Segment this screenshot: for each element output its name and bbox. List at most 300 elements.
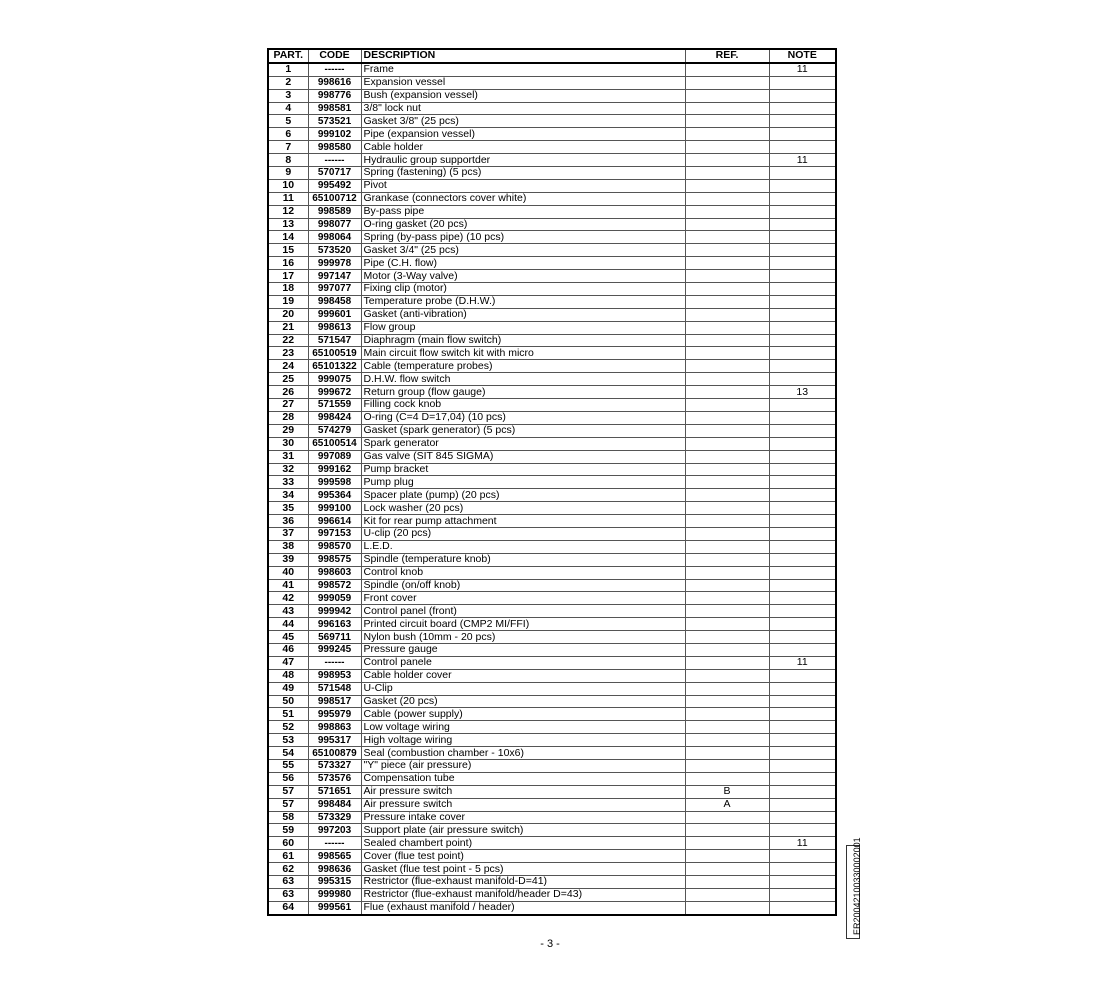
part-description: Pump bracket — [361, 463, 685, 476]
part-ref — [685, 463, 769, 476]
part-ref — [685, 747, 769, 760]
part-description: Pipe (C.H. flow) — [361, 257, 685, 270]
table-row — [268, 643, 836, 656]
part-note — [769, 747, 836, 760]
part-ref — [685, 643, 769, 656]
part-note — [769, 270, 836, 283]
part-code: 999601 — [308, 308, 361, 321]
part-ref — [685, 102, 769, 115]
table-row — [268, 141, 836, 154]
table-row — [268, 850, 836, 863]
part-description: Expansion vessel — [361, 76, 685, 89]
part-note — [769, 231, 836, 244]
table-row — [268, 631, 836, 644]
part-number: 9 — [268, 167, 308, 180]
part-note — [769, 618, 836, 631]
part-note — [769, 502, 836, 515]
part-ref — [685, 489, 769, 502]
part-description: D.H.W. flow switch — [361, 373, 685, 386]
part-description: Hydraulic group supportder — [361, 154, 685, 167]
part-ref — [685, 721, 769, 734]
table-row — [268, 579, 836, 592]
table-row — [268, 463, 836, 476]
part-ref — [685, 360, 769, 373]
part-code: 995315 — [308, 876, 361, 889]
part-ref — [685, 334, 769, 347]
part-number: 37 — [268, 527, 308, 540]
table-row — [268, 772, 836, 785]
part-ref — [685, 321, 769, 334]
table-row — [268, 824, 836, 837]
part-description: Spacer plate (pump) (20 pcs) — [361, 489, 685, 502]
parts-list-table — [267, 48, 837, 916]
part-note — [769, 772, 836, 785]
part-code: 999980 — [308, 888, 361, 901]
part-ref — [685, 540, 769, 553]
table-row — [268, 399, 836, 412]
table-row — [268, 283, 836, 296]
part-code: 570717 — [308, 167, 361, 180]
part-description: Temperature probe (D.H.W.) — [361, 295, 685, 308]
part-code: 569711 — [308, 631, 361, 644]
part-code: 999102 — [308, 128, 361, 141]
part-description: Gasket (flue test point - 5 pcs) — [361, 863, 685, 876]
part-description: Spring (by-pass pipe) (10 pcs) — [361, 231, 685, 244]
part-ref — [685, 373, 769, 386]
part-number: 16 — [268, 257, 308, 270]
part-code: 999561 — [308, 901, 361, 914]
part-description: Pump plug — [361, 476, 685, 489]
part-code: 998581 — [308, 102, 361, 115]
part-number: 38 — [268, 540, 308, 553]
part-number: 50 — [268, 695, 308, 708]
part-note — [769, 476, 836, 489]
part-description: Cable (power supply) — [361, 708, 685, 721]
part-note — [769, 527, 836, 540]
part-ref — [685, 502, 769, 515]
part-number: 17 — [268, 270, 308, 283]
part-ref — [685, 308, 769, 321]
part-number: 40 — [268, 566, 308, 579]
part-description: Frame — [361, 63, 685, 76]
part-code: 65101322 — [308, 360, 361, 373]
table-row — [268, 515, 836, 528]
part-number: 30 — [268, 437, 308, 450]
table-row — [268, 76, 836, 89]
table-row — [268, 334, 836, 347]
table-row — [268, 192, 836, 205]
table-row — [268, 798, 836, 811]
part-number: 34 — [268, 489, 308, 502]
part-number: 57 — [268, 785, 308, 798]
part-description: Flow group — [361, 321, 685, 334]
table-row — [268, 592, 836, 605]
document-code: ER20042100330002001 — [852, 837, 862, 935]
part-code: 998776 — [308, 89, 361, 102]
part-note — [769, 463, 836, 476]
part-ref — [685, 566, 769, 579]
header-code: CODE — [308, 49, 361, 63]
part-ref — [685, 656, 769, 669]
part-note — [769, 399, 836, 412]
part-code: 998863 — [308, 721, 361, 734]
part-note — [769, 579, 836, 592]
part-ref — [685, 605, 769, 618]
part-number: 3 — [268, 89, 308, 102]
part-code: 998613 — [308, 321, 361, 334]
part-number: 43 — [268, 605, 308, 618]
parts-table-body — [268, 63, 836, 915]
part-description: O-ring gasket (20 pcs) — [361, 218, 685, 231]
part-description: Gasket 3/8" (25 pcs) — [361, 115, 685, 128]
part-note — [769, 450, 836, 463]
part-ref — [685, 527, 769, 540]
part-note — [769, 721, 836, 734]
part-note — [769, 115, 836, 128]
part-number: 27 — [268, 399, 308, 412]
part-description: Pressure intake cover — [361, 811, 685, 824]
part-note — [769, 901, 836, 914]
part-description: Bush (expansion vessel) — [361, 89, 685, 102]
part-note — [769, 824, 836, 837]
part-code: 998603 — [308, 566, 361, 579]
part-code: 998570 — [308, 540, 361, 553]
table-row — [268, 360, 836, 373]
table-row — [268, 115, 836, 128]
part-code: 571548 — [308, 682, 361, 695]
table-row — [268, 450, 836, 463]
part-description: Spark generator — [361, 437, 685, 450]
part-number: 44 — [268, 618, 308, 631]
table-row — [268, 424, 836, 437]
part-number: 1 — [268, 63, 308, 76]
part-number: 63 — [268, 888, 308, 901]
part-note — [769, 708, 836, 721]
part-ref — [685, 682, 769, 695]
part-note — [769, 334, 836, 347]
part-number: 58 — [268, 811, 308, 824]
part-code: 995492 — [308, 179, 361, 192]
part-description: Seal (combustion chamber - 10x6) — [361, 747, 685, 760]
part-code: 998953 — [308, 669, 361, 682]
part-code: 573329 — [308, 811, 361, 824]
part-description: O-ring (C=4 D=17,04) (10 pcs) — [361, 411, 685, 424]
part-code: 997089 — [308, 450, 361, 463]
part-code: 997153 — [308, 527, 361, 540]
table-row — [268, 476, 836, 489]
part-number: 29 — [268, 424, 308, 437]
part-description: Front cover — [361, 592, 685, 605]
part-number: 20 — [268, 308, 308, 321]
part-description: Flue (exhaust manifold / header) — [361, 901, 685, 914]
part-number: 6 — [268, 128, 308, 141]
table-row — [268, 63, 836, 76]
part-description: Restrictor (flue-exhaust manifold/header D=43) — [361, 888, 685, 901]
part-ref — [685, 631, 769, 644]
part-ref — [685, 695, 769, 708]
part-number: 55 — [268, 759, 308, 772]
part-ref — [685, 424, 769, 437]
table-row — [268, 682, 836, 695]
table-row — [268, 308, 836, 321]
part-code: 65100514 — [308, 437, 361, 450]
part-ref — [685, 592, 769, 605]
part-ref — [685, 205, 769, 218]
part-description: Air pressure switch — [361, 798, 685, 811]
part-code: 999942 — [308, 605, 361, 618]
part-code: 998424 — [308, 411, 361, 424]
part-code: 998616 — [308, 76, 361, 89]
part-number: 47 — [268, 656, 308, 669]
part-ref — [685, 63, 769, 76]
part-note — [769, 295, 836, 308]
part-ref — [685, 553, 769, 566]
part-ref — [685, 863, 769, 876]
part-description: Spindle (on/off knob) — [361, 579, 685, 592]
part-code: 997203 — [308, 824, 361, 837]
part-code: 995317 — [308, 734, 361, 747]
table-row — [268, 618, 836, 631]
part-code: 998580 — [308, 141, 361, 154]
part-ref — [685, 179, 769, 192]
table-row — [268, 102, 836, 115]
table-row — [268, 721, 836, 734]
part-number: 24 — [268, 360, 308, 373]
part-ref — [685, 579, 769, 592]
part-number: 39 — [268, 553, 308, 566]
table-row — [268, 863, 836, 876]
part-description: Spindle (temperature knob) — [361, 553, 685, 566]
table-row — [268, 386, 836, 399]
table-row — [268, 295, 836, 308]
part-number: 28 — [268, 411, 308, 424]
part-code: 999162 — [308, 463, 361, 476]
header-description: DESCRIPTION — [361, 49, 685, 63]
part-ref — [685, 850, 769, 863]
table-row — [268, 566, 836, 579]
part-number: 8 — [268, 154, 308, 167]
table-row — [268, 527, 836, 540]
part-note — [769, 179, 836, 192]
part-number: 26 — [268, 386, 308, 399]
part-ref — [685, 901, 769, 914]
part-note — [769, 631, 836, 644]
part-code: 999598 — [308, 476, 361, 489]
part-ref — [685, 772, 769, 785]
part-code: 999059 — [308, 592, 361, 605]
part-number: 52 — [268, 721, 308, 734]
part-description: Filling cock knob — [361, 399, 685, 412]
part-number: 21 — [268, 321, 308, 334]
part-note — [769, 257, 836, 270]
part-code: 65100712 — [308, 192, 361, 205]
part-number: 23 — [268, 347, 308, 360]
part-description: Cable (temperature probes) — [361, 360, 685, 373]
part-note — [769, 437, 836, 450]
part-number: 12 — [268, 205, 308, 218]
part-note: 13 — [769, 386, 836, 399]
part-ref — [685, 811, 769, 824]
part-description: Gasket (20 pcs) — [361, 695, 685, 708]
part-description: Fixing clip (motor) — [361, 283, 685, 296]
table-row — [268, 321, 836, 334]
table-row — [268, 89, 836, 102]
part-note — [769, 605, 836, 618]
part-code: 999672 — [308, 386, 361, 399]
part-note — [769, 76, 836, 89]
part-code: 998575 — [308, 553, 361, 566]
part-number: 59 — [268, 824, 308, 837]
part-code: ------ — [308, 656, 361, 669]
table-row — [268, 747, 836, 760]
part-code: 65100879 — [308, 747, 361, 760]
part-code: 571547 — [308, 334, 361, 347]
table-row — [268, 128, 836, 141]
part-number: 61 — [268, 850, 308, 863]
part-description: Gasket 3/4" (25 pcs) — [361, 244, 685, 257]
header-ref: REF. — [685, 49, 769, 63]
part-note — [769, 89, 836, 102]
part-number: 41 — [268, 579, 308, 592]
table-row — [268, 270, 836, 283]
part-description: Pipe (expansion vessel) — [361, 128, 685, 141]
part-number: 33 — [268, 476, 308, 489]
part-note — [769, 695, 836, 708]
part-description: Nylon bush (10mm - 20 pcs) — [361, 631, 685, 644]
part-ref — [685, 257, 769, 270]
part-code: 995364 — [308, 489, 361, 502]
part-number: 53 — [268, 734, 308, 747]
part-ref — [685, 141, 769, 154]
part-ref — [685, 437, 769, 450]
part-description: Spring (fastening) (5 pcs) — [361, 167, 685, 180]
part-ref — [685, 347, 769, 360]
table-row — [268, 489, 836, 502]
part-code: 998517 — [308, 695, 361, 708]
part-description: Pivot — [361, 179, 685, 192]
part-description: Printed circuit board (CMP2 MI/FFI) — [361, 618, 685, 631]
part-number: 7 — [268, 141, 308, 154]
part-description: Compensation tube — [361, 772, 685, 785]
part-description: Grankase (connectors cover white) — [361, 192, 685, 205]
part-description: Restrictor (flue-exhaust manifold-D=41) — [361, 876, 685, 889]
part-description: Sealed chambert point) — [361, 837, 685, 850]
table-row — [268, 231, 836, 244]
part-number: 5 — [268, 115, 308, 128]
part-number: 51 — [268, 708, 308, 721]
part-note — [769, 876, 836, 889]
table-row — [268, 605, 836, 618]
part-number: 54 — [268, 747, 308, 760]
part-number: 11 — [268, 192, 308, 205]
table-row — [268, 695, 836, 708]
part-description: Return group (flow gauge) — [361, 386, 685, 399]
part-note — [769, 489, 836, 502]
part-description: Cable holder — [361, 141, 685, 154]
part-note — [769, 888, 836, 901]
part-note: 11 — [769, 63, 836, 76]
part-code: ------ — [308, 63, 361, 76]
table-row — [268, 167, 836, 180]
part-ref — [685, 476, 769, 489]
part-note — [769, 373, 836, 386]
part-code: 999100 — [308, 502, 361, 515]
part-number: 42 — [268, 592, 308, 605]
part-number: 62 — [268, 863, 308, 876]
part-number: 15 — [268, 244, 308, 257]
part-description: Control panele — [361, 656, 685, 669]
part-number: 19 — [268, 295, 308, 308]
part-note — [769, 360, 836, 373]
part-note — [769, 141, 836, 154]
part-number: 36 — [268, 515, 308, 528]
part-note — [769, 592, 836, 605]
table-row — [268, 502, 836, 515]
part-note — [769, 785, 836, 798]
part-ref — [685, 244, 769, 257]
part-number: 49 — [268, 682, 308, 695]
part-description: Main circuit flow switch kit with micro — [361, 347, 685, 360]
header-part: PART. — [268, 49, 308, 63]
part-ref — [685, 759, 769, 772]
part-code: 996614 — [308, 515, 361, 528]
part-ref — [685, 231, 769, 244]
part-note — [769, 218, 836, 231]
part-number: 57 — [268, 798, 308, 811]
part-note — [769, 192, 836, 205]
part-description: Gasket (spark generator) (5 pcs) — [361, 424, 685, 437]
part-note: 11 — [769, 837, 836, 850]
part-number: 48 — [268, 669, 308, 682]
part-ref — [685, 283, 769, 296]
part-ref — [685, 450, 769, 463]
part-number: 14 — [268, 231, 308, 244]
part-code: 998077 — [308, 218, 361, 231]
table-row — [268, 785, 836, 798]
part-description: Kit for rear pump attachment — [361, 515, 685, 528]
part-note — [769, 863, 836, 876]
part-code: ------ — [308, 837, 361, 850]
part-note — [769, 424, 836, 437]
part-note — [769, 682, 836, 695]
part-description: 3/8" lock nut — [361, 102, 685, 115]
table-row — [268, 373, 836, 386]
part-number: 56 — [268, 772, 308, 785]
table-row — [268, 218, 836, 231]
part-code: 573327 — [308, 759, 361, 772]
part-note — [769, 850, 836, 863]
part-note — [769, 411, 836, 424]
table-row — [268, 837, 836, 850]
table-row — [268, 553, 836, 566]
part-ref — [685, 888, 769, 901]
part-ref — [685, 218, 769, 231]
part-code: 571651 — [308, 785, 361, 798]
table-row — [268, 411, 836, 424]
part-code: 999978 — [308, 257, 361, 270]
table-row — [268, 669, 836, 682]
table-row — [268, 656, 836, 669]
part-code: 998565 — [308, 850, 361, 863]
part-code: 995979 — [308, 708, 361, 721]
part-ref — [685, 669, 769, 682]
part-number: 64 — [268, 901, 308, 914]
part-description: "Y" piece (air pressure) — [361, 759, 685, 772]
part-note — [769, 669, 836, 682]
part-description: Support plate (air pressure switch) — [361, 824, 685, 837]
part-description: U-Clip — [361, 682, 685, 695]
part-code: 996163 — [308, 618, 361, 631]
